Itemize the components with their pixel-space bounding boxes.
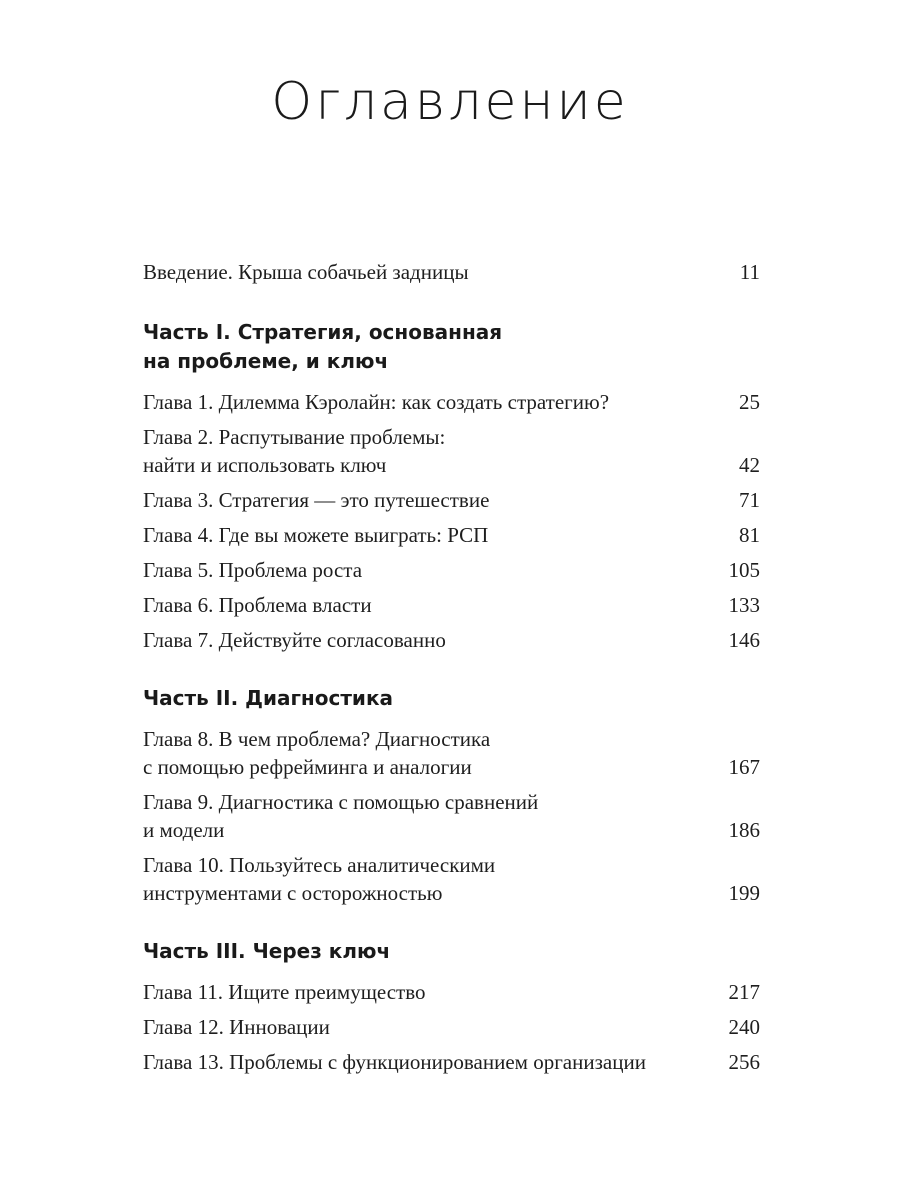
toc-page-number: 256 xyxy=(728,1050,760,1074)
part-heading-line: на проблеме, и ключ xyxy=(143,349,389,373)
toc-entry-text: Глава 6. Проблема власти xyxy=(143,593,372,617)
toc-entry-text: Глава 12. Инновации xyxy=(143,1015,330,1039)
toc-page-number: 146 xyxy=(728,628,760,652)
toc-page-number: 11 xyxy=(739,260,760,284)
toc-entry-text: Глава 4. Где вы можете выиграть: РСП xyxy=(143,523,489,547)
toc-entry xyxy=(143,591,760,619)
toc-entry xyxy=(143,1013,760,1041)
toc-entry-text: Глава 11. Ищите преимущество xyxy=(143,980,426,1004)
toc-entry-text: с помощью рефрейминга и аналогии xyxy=(143,755,472,779)
part-heading-line: Часть II. Диагностика xyxy=(143,686,394,710)
toc-page-number: 133 xyxy=(728,593,760,617)
toc-page-number: 217 xyxy=(728,980,760,1004)
part-heading xyxy=(143,318,760,376)
toc-page-number: 167 xyxy=(728,755,760,779)
toc-page-number: 105 xyxy=(728,558,760,582)
toc-entry-text: Глава 1. Дилемма Кэролайн: как создать стратегию? xyxy=(143,390,610,414)
toc-entry xyxy=(143,1048,760,1076)
toc-page-number: 71 xyxy=(739,488,760,512)
toc-entry xyxy=(143,486,760,514)
toc-entry xyxy=(143,788,760,844)
toc-entry-text: Глава 7. Действуйте согласованно xyxy=(143,628,446,652)
toc-page-number: 81 xyxy=(739,523,760,547)
part-heading-line: Часть I. Стратегия, основанная xyxy=(143,320,503,344)
toc-entry-text: и модели xyxy=(143,818,225,842)
toc-entry xyxy=(143,851,760,907)
toc-entry xyxy=(143,556,760,584)
toc-entry-text: Глава 10. Пользуйтесь аналитическими xyxy=(143,853,496,877)
toc-entry xyxy=(143,423,760,479)
toc-entry-intro xyxy=(143,258,760,286)
part-heading xyxy=(143,937,760,966)
toc-entry-text: найти и использовать ключ xyxy=(143,453,387,477)
toc-entry-text: Глава 5. Проблема роста xyxy=(143,558,363,582)
toc-entry xyxy=(143,521,760,549)
toc-entry xyxy=(143,388,760,416)
toc-entry xyxy=(143,626,760,654)
toc-page-number: 240 xyxy=(728,1015,760,1039)
toc-entry-text: Введение. Крыша собачьей задницы xyxy=(143,260,469,284)
part-heading-line: Часть III. Через ключ xyxy=(143,939,391,963)
toc-page-number: 25 xyxy=(739,390,760,414)
part-heading xyxy=(143,684,760,713)
page-title: Оглавление xyxy=(271,72,629,132)
toc-entry-text: инструментами с осторожностью xyxy=(143,881,443,905)
toc-entry xyxy=(143,978,760,1006)
toc-entry-text: Глава 9. Диагностика с помощью сравнений xyxy=(143,790,539,814)
toc-entry-text: Глава 2. Распутывание проблемы: xyxy=(143,425,446,449)
toc-page-number: 42 xyxy=(739,453,760,477)
toc-entry-text: Глава 8. В чем проблема? Диагностика xyxy=(143,727,491,751)
toc-entry xyxy=(143,725,760,781)
toc-page-number: 186 xyxy=(728,818,760,842)
toc-entry-text: Глава 3. Стратегия — это путешествие xyxy=(143,488,490,512)
toc-entry-text: Глава 13. Проблемы с функционированием организации xyxy=(143,1050,646,1074)
table-of-contents xyxy=(143,258,760,1076)
toc-page-number: 199 xyxy=(728,881,760,905)
